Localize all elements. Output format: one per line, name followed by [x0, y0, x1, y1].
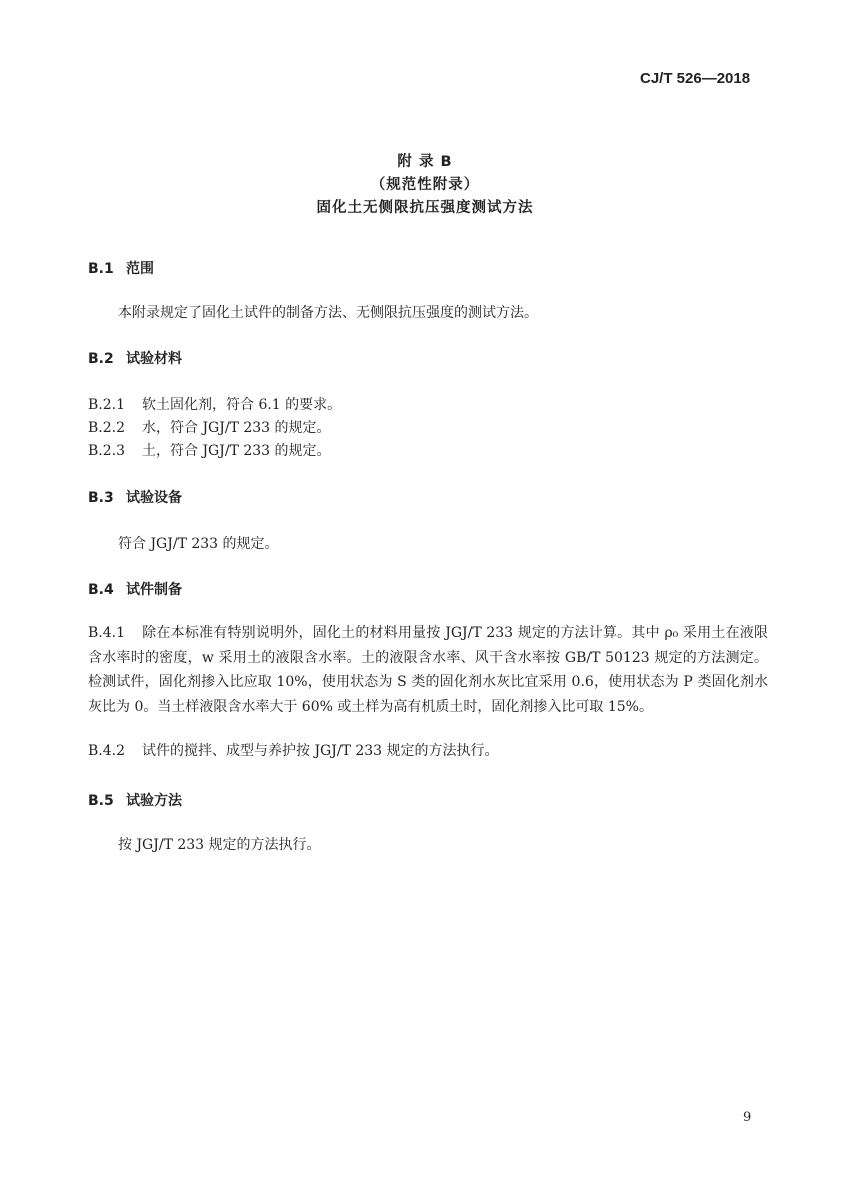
item-text: 除在本标准有特别说明外，固化土的材料用量按 JGJ/T 233 规定的方法计算。其中 ρ₀ 采用土在液限含水率时的密度，w 采用土的液限含水率。土的液限含水率、风干含水率按 GB/T 50123 规定的方法测定。检测试件，固化剂掺入比应取 10%，使用状态为 S 类的固化剂水灰比宜采用 0.6，使用状态为 P 类固化剂水灰比为 0。当土样液限含水率大于 60% 或土样为高有机质土时，固化剂掺入比可取 15%。: [88, 625, 768, 715]
page-number: 9: [743, 1110, 752, 1125]
section-title: 试验方法: [126, 793, 182, 809]
item-text: 土，符合 JGJ/T 233 的规定。: [142, 443, 331, 459]
item-text: 软土固化剂，符合 6.1 的要求。: [142, 397, 342, 413]
section-text-b5: 按 JGJ/T 233 规定的方法执行。: [118, 837, 321, 853]
list-item-b2-2: [88, 417, 331, 437]
item-number: B.4.1: [88, 625, 126, 641]
section-heading-b5: [88, 790, 182, 810]
appendix-title: 附 录 B: [397, 154, 453, 170]
list-item-b2-1: [88, 394, 341, 414]
section-number: B.1: [88, 261, 114, 277]
section-title: 试验材料: [126, 351, 182, 367]
section-title: 试件制备: [126, 582, 182, 598]
section-heading-b1: [88, 258, 154, 278]
list-item-b4-2: [88, 740, 499, 760]
item-number: B.2.1: [88, 397, 126, 413]
item-number: B.4.2: [88, 743, 126, 759]
section-number: B.3: [88, 490, 114, 506]
section-heading-b3: [88, 487, 182, 507]
section-text-b3: 符合 JGJ/T 233 的规定。: [118, 536, 279, 552]
item-text: 水，符合 JGJ/T 233 的规定。: [142, 420, 331, 436]
item-number: B.2.3: [88, 443, 126, 459]
section-heading-b2: [88, 348, 182, 368]
section-text-b1: 本附录规定了固化土试件的制备方法、无侧限抗压强度的测试方法。: [118, 305, 538, 321]
appendix-name: 固化土无侧限抗压强度测试方法: [316, 200, 534, 216]
section-title: 试验设备: [126, 490, 182, 506]
item-text: 试件的搅拌、成型与养护按 JGJ/T 233 规定的方法执行。: [142, 743, 499, 759]
section-heading-b4: [88, 579, 182, 599]
section-number: B.2: [88, 351, 114, 367]
paragraph-b4-1: [88, 621, 768, 719]
section-number: B.5: [88, 793, 114, 809]
appendix-subtitle: （规范性附录）: [370, 177, 480, 193]
list-item-b2-3: [88, 440, 331, 460]
standard-code: CJ/T 526—2018: [640, 70, 751, 87]
section-number: B.4: [88, 582, 114, 598]
item-number: B.2.2: [88, 420, 126, 436]
section-title: 范围: [126, 261, 154, 277]
